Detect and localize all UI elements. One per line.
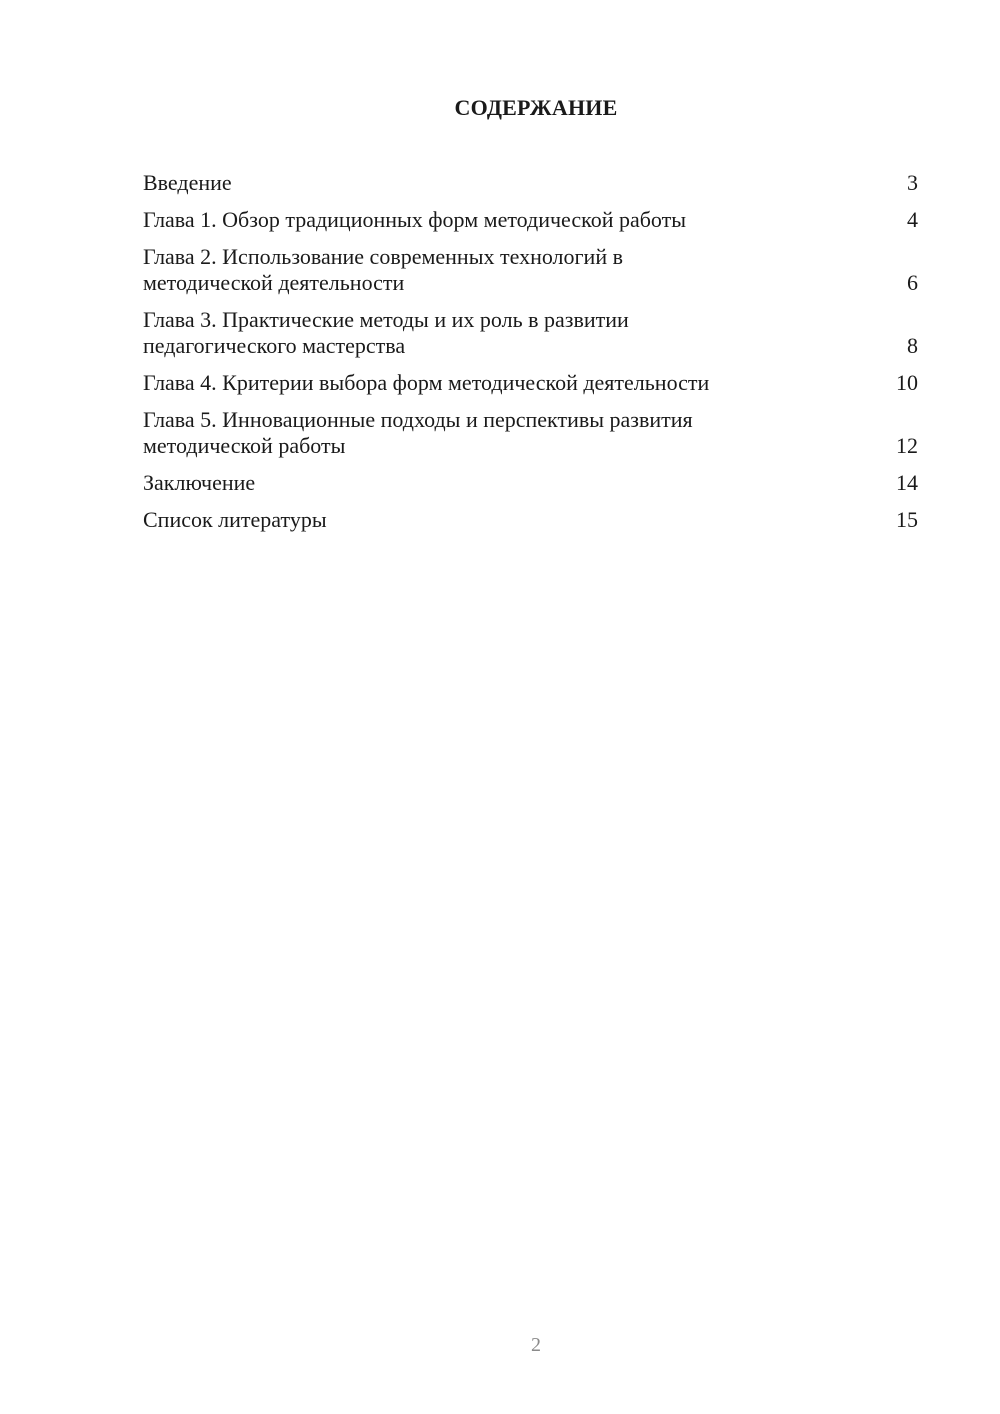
page-number: 2 bbox=[531, 1334, 541, 1356]
toc-entry-chapter-5[interactable] bbox=[143, 407, 918, 459]
toc-entry-title-line: Глава 3. Практические методы и их роль в развитии bbox=[143, 307, 629, 332]
toc-entry-introduction[interactable] bbox=[143, 170, 918, 196]
toc-entry-title-line: Список литературы bbox=[143, 507, 327, 532]
toc-entry-page-number: 15 bbox=[896, 507, 918, 532]
toc-entry-title bbox=[143, 170, 888, 196]
toc-entry-chapter-1[interactable] bbox=[143, 207, 918, 233]
toc-entry-conclusion[interactable] bbox=[143, 470, 918, 496]
toc-entry-title bbox=[143, 470, 888, 496]
toc-entry-chapter-4[interactable] bbox=[143, 370, 918, 396]
toc-entry-title bbox=[143, 207, 888, 233]
toc-entry-title-line: методической работы bbox=[143, 433, 346, 458]
toc-entry-title bbox=[143, 307, 888, 359]
toc-entry-title bbox=[143, 244, 888, 296]
toc-entry-title-line: Глава 4. Критерии выбора форм методической деятельности bbox=[143, 370, 710, 395]
toc-entry-page-number: 8 bbox=[907, 333, 918, 358]
toc-entry-references[interactable] bbox=[143, 507, 918, 533]
toc-entry-page-number: 10 bbox=[896, 370, 918, 395]
toc-heading: СОДЕРЖАНИЕ bbox=[454, 95, 618, 120]
toc-entry-title-line: Глава 2. Использование современных технологий в bbox=[143, 244, 623, 269]
toc-entry-title bbox=[143, 507, 888, 533]
toc-entry-page-number: 14 bbox=[896, 470, 918, 495]
toc-entry-title bbox=[143, 370, 888, 396]
toc-entry-title-line: Глава 5. Инновационные подходы и перспективы развития bbox=[143, 407, 693, 432]
toc-entry-title-line: педагогического мастерства bbox=[143, 333, 406, 358]
toc-entry-title-line: Глава 1. Обзор традиционных форм методической работы bbox=[143, 207, 687, 232]
toc-entry-title-line: методической деятельности bbox=[143, 270, 405, 295]
toc-entry-page-number: 12 bbox=[896, 433, 918, 458]
toc-entry-title-line: Заключение bbox=[143, 470, 256, 495]
toc-entry-chapter-3[interactable] bbox=[143, 307, 918, 359]
toc-entry-page-number: 6 bbox=[907, 270, 918, 295]
toc-entry-chapter-2[interactable] bbox=[143, 244, 918, 296]
toc-entry-page-number: 3 bbox=[907, 170, 918, 195]
toc-entry-title bbox=[143, 407, 888, 459]
toc-entry-page-number: 4 bbox=[907, 207, 918, 232]
toc-entry-title-line: Введение bbox=[143, 170, 232, 195]
table-of-contents bbox=[143, 170, 918, 544]
